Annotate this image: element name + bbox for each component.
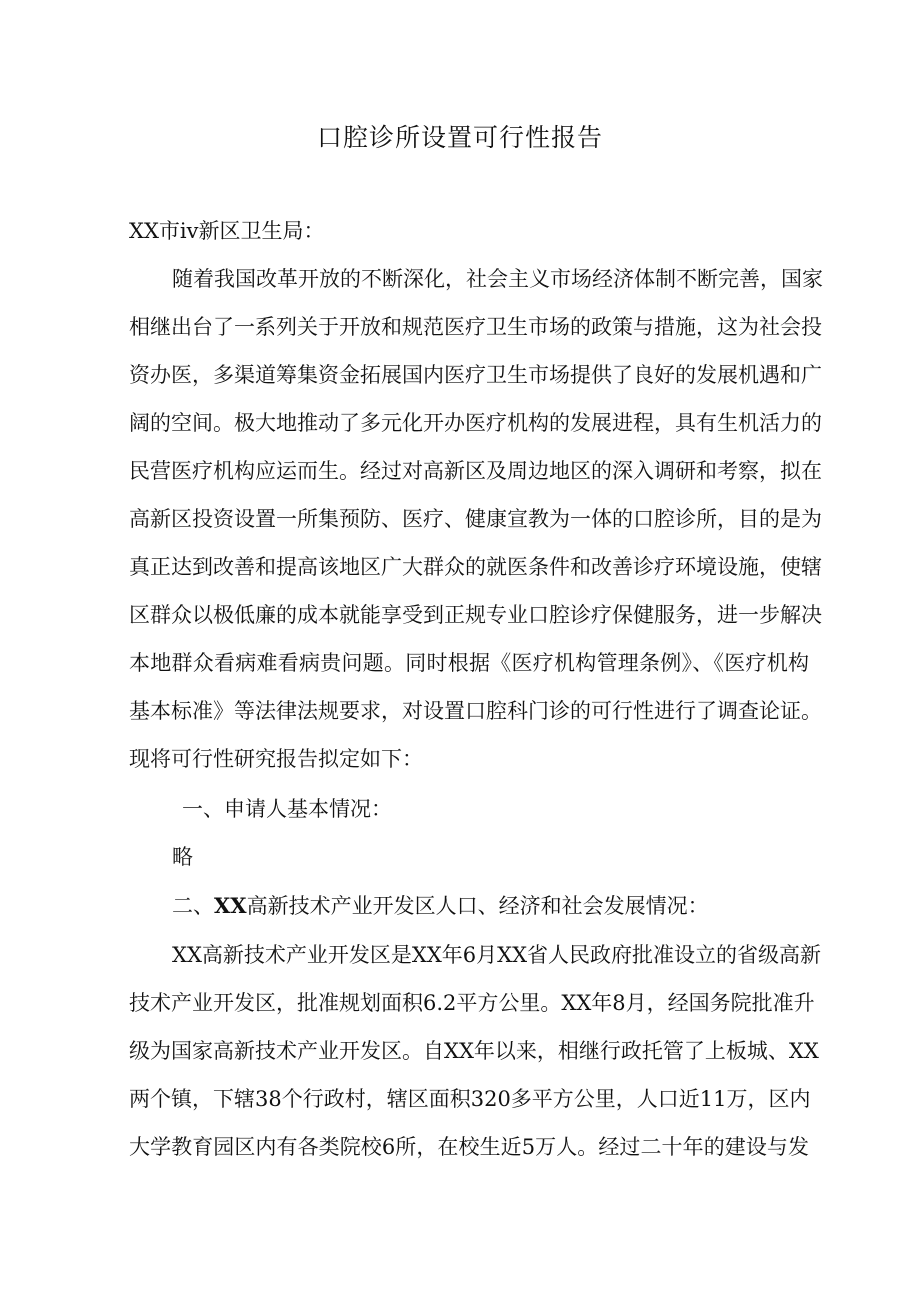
section2-heading-bold: XX bbox=[214, 893, 247, 918]
section1-heading: 一、申请人基本情况： bbox=[182, 797, 392, 821]
paragraph1-line: 本地群众看病难看病贵问题。同时根据《医疗机构管理条例》、《医疗机构 bbox=[129, 651, 809, 675]
paragraph1-line: 随着我国改革开放的不断深化，社会主义市场经济体制不断完善，国家 bbox=[172, 267, 823, 291]
paragraph1-line: 相继出台了一系列关于开放和规范医疗卫生市场的政策与措施，这为社会投 bbox=[129, 315, 822, 339]
paragraph1-line: 高新区投资设置一所集预防、医疗、健康宣教为一体的口腔诊所，目的是为 bbox=[129, 507, 822, 531]
paragraph2-line: 技术产业开发区，批准规划面积6.2平方公里。XX年8月，经国务院批准升 bbox=[129, 991, 815, 1015]
document-title: 口腔诊所设置可行性报告 bbox=[316, 123, 603, 152]
paragraph1-line: 基本标准》等法律法规要求，对设置口腔科门诊的可行性进行了调查论证。 bbox=[129, 699, 822, 723]
paragraph2-line: 级为国家高新技术产业开发区。自XX年以来，相继行政托管了上板城、XX bbox=[129, 1039, 819, 1063]
paragraph2-line: XX高新技术产业开发区是XX年6月XX省人民政府批准设立的省级高新 bbox=[172, 943, 822, 967]
section2-heading-rest: 高新技术产业开发区人口、经济和社会发展情况： bbox=[246, 894, 709, 918]
paragraph1-line: 区群众以极低廉的成本就能享受到正规专业口腔诊疗保健服务，进一步解决 bbox=[129, 603, 822, 627]
section2-heading bbox=[172, 891, 792, 921]
section2-heading-prefix: 二、 bbox=[172, 894, 214, 918]
addressee: XX市ⅳ新区卫生局： bbox=[129, 219, 325, 243]
paragraph1-line: 真正达到改善和提高该地区广大群众的就医条件和改善诊疗环境设施，使辖 bbox=[129, 555, 822, 579]
section1-body: 略 bbox=[172, 845, 193, 869]
paragraph1-line: 民营医疗机构应运而生。经过对高新区及周边地区的深入调研和考察，拟在 bbox=[129, 459, 822, 483]
paragraph2-line: 大学教育园区内有各类院校6所，在校生近5万人。经过二十年的建设与发 bbox=[129, 1135, 809, 1159]
paragraph1-line: 现将可行性研究报告拟定如下： bbox=[129, 747, 423, 771]
paragraph1-line: 资办医，多渠道筹集资金拓展国内医疗卫生市场提供了良好的发展机遇和广 bbox=[129, 363, 822, 387]
paragraph2-line: 两个镇，下辖38个行政村，辖区面积320多平方公里，人口近11万，区内 bbox=[129, 1087, 811, 1111]
paragraph1-line: 阔的空间。极大地推动了多元化开办医疗机构的发展进程，具有生机活力的 bbox=[129, 411, 822, 435]
